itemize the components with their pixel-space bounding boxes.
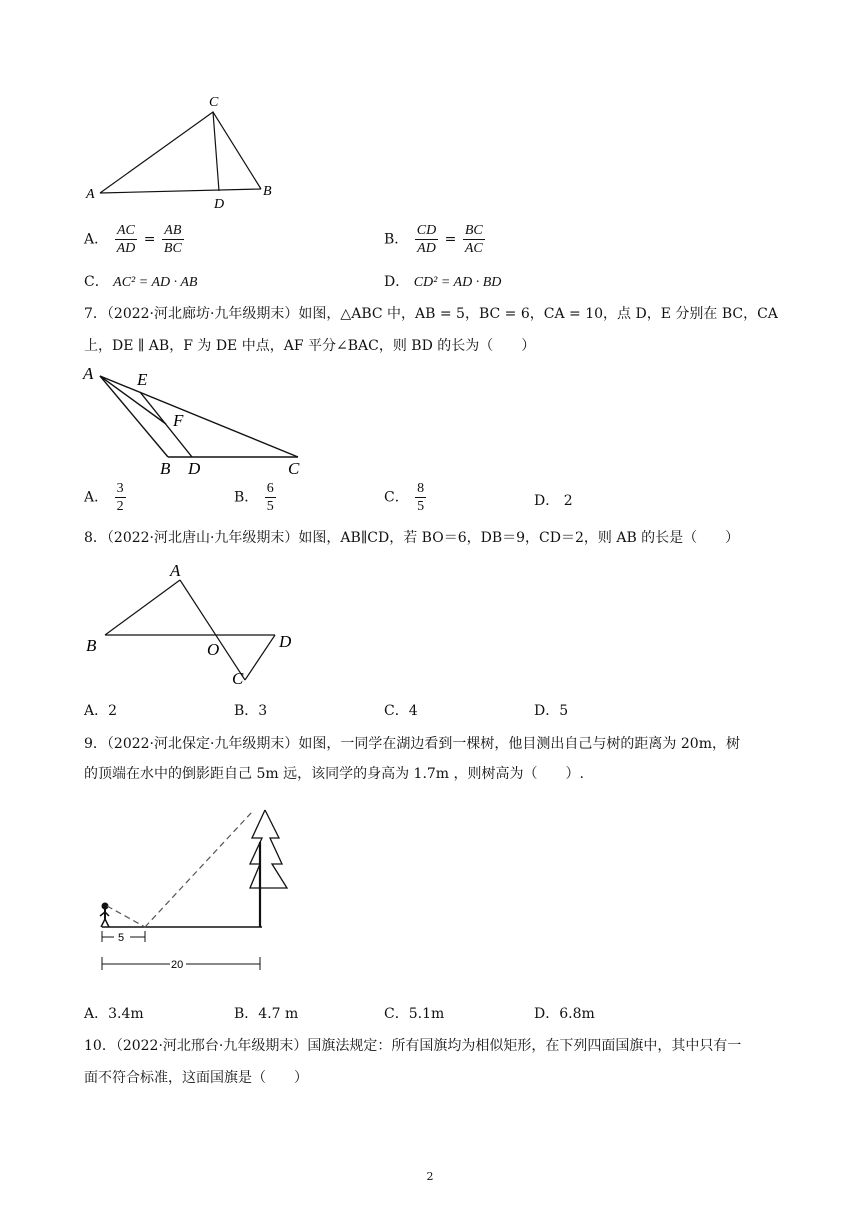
q7-option-d[interactable]: D． 2 xyxy=(534,493,573,509)
q7-option-b[interactable]: B． $\frac{6}{5}$ xyxy=(234,481,274,514)
fig8-label-d: D xyxy=(279,632,292,651)
q9-option-a[interactable]: A．3.4m xyxy=(84,1006,144,1022)
q9-stem-line1: 9．（2022·河北保定·九年级期末）如图，一同学在湖边看到一棵树，他目测出自己与树的距离为 20m，树 xyxy=(84,736,740,752)
fig6-label-c: C xyxy=(209,95,219,110)
fig8-label-c: C xyxy=(232,669,244,688)
figure-q9-tree-reflection xyxy=(90,800,300,980)
fig8-label-b: B xyxy=(86,636,97,655)
fig6-label-b: B xyxy=(263,184,272,199)
q7-option-c[interactable]: C． $\frac{8}{5}$ xyxy=(384,481,425,514)
fig8-label-a: A xyxy=(170,561,181,580)
q6-option-b[interactable]: B． $\frac{CD}{AD}$ = $\frac{BC}{AC}$ xyxy=(384,223,483,256)
q8-option-d[interactable]: D．5 xyxy=(534,703,569,719)
fig7-label-d: D xyxy=(188,459,201,477)
q9-option-b[interactable]: B．4.7 m xyxy=(234,1006,299,1022)
fig9-dim-20: 20 xyxy=(171,959,184,971)
page-number: 2 xyxy=(426,1170,434,1183)
q6-option-c[interactable]: C． AC² = AD · AB xyxy=(84,274,198,290)
fig7-label-e: E xyxy=(137,370,148,389)
q8-option-c[interactable]: C．4 xyxy=(384,703,418,719)
q8-option-b[interactable]: B．3 xyxy=(234,703,268,719)
q9-option-c[interactable]: C．5.1m xyxy=(384,1006,445,1022)
fig7-label-c: C xyxy=(288,459,300,477)
q10-stem-line1: 10．（2022·河北邢台·九年级期末）国旗法规定：所有国旗均为相似矩形，在下列四面国旗中，其中只有一 xyxy=(84,1038,742,1054)
fig7-label-a: A xyxy=(83,364,94,383)
q9-option-d[interactable]: D．6.8m xyxy=(534,1006,595,1022)
q10-stem-line2: 面不符合标准，这面国旗是（ ） xyxy=(84,1070,308,1086)
q8-stem-line1: 8．（2022·河北唐山·九年级期末）如图，AB∥CD，若 BO＝6，DB＝9，CD＝2，则 AB 的长是（ ） xyxy=(84,530,740,546)
q6-option-a[interactable]: A． $\frac{AC}{AD}$ = $\frac{AB}{BC}$ xyxy=(84,223,182,256)
fig7-label-b: B xyxy=(160,459,171,477)
q7-stem-line2: 上，DE ∥ AB，F 为 DE 中点，AF 平分∠BAC，则 BD 的长为（ ） xyxy=(84,338,536,354)
q8-option-a[interactable]: A．2 xyxy=(84,703,118,719)
figure-q8-parallel xyxy=(80,555,310,690)
figure-q7-triangle xyxy=(80,362,330,477)
fig8-label-o: O xyxy=(207,640,220,659)
fig9-dim-5: 5 xyxy=(118,932,125,944)
q7-stem-line1: 7．（2022·河北廊坊·九年级期末）如图，△ABC 中，AB = 5，BC = 6，CA = 10，点 D，E 分别在 BC，CA xyxy=(84,306,778,322)
tree-icon xyxy=(250,810,287,927)
fig6-label-d: D xyxy=(214,197,225,212)
q6-option-d[interactable]: D． CD² = AD · BD xyxy=(384,274,502,290)
fig6-label-a: A xyxy=(86,187,95,202)
q7-option-a[interactable]: A． $\frac{3}{2}$ xyxy=(84,481,124,514)
q9-stem-line2: 的顶端在水中的倒影距自己 5m 远，该同学的身高为 1.7m ，则树高为（ ）. xyxy=(84,766,584,782)
figure-q6-triangle xyxy=(80,90,280,215)
fig7-label-f: F xyxy=(173,411,184,430)
